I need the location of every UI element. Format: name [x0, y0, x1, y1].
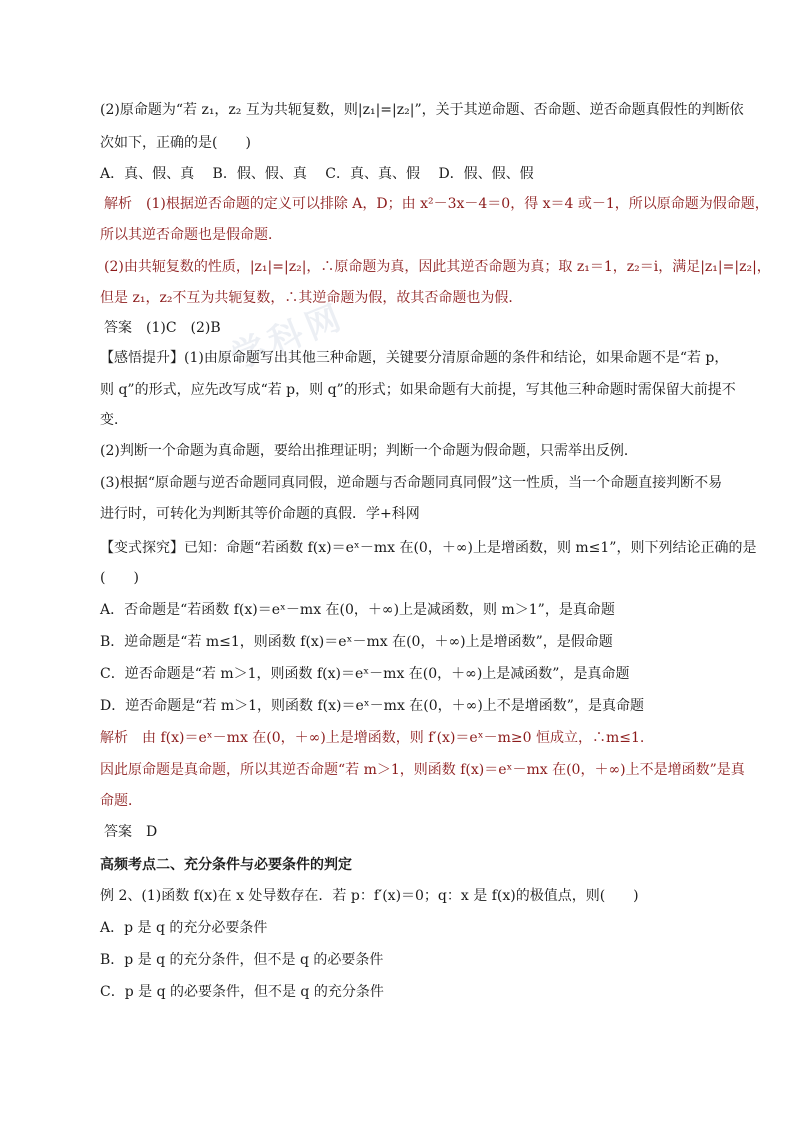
analysis-2-line1: (2)由共轭复数的性质，|z₁|=|z₂|，∴原命题为真，因此其逆否命题为真；取 z₁＝1，z₂＝i，满足|z₁|=|z₂|，	[104, 259, 771, 275]
variant-analysis-line3: 命题．	[100, 793, 142, 809]
example-2-option-a: A．p 是 q 的充分必要条件	[100, 920, 268, 936]
variant-analysis-line1: 解析 由 f(x)＝eˣ－mx 在(0，＋∞)上是增函数，则 f′(x)＝eˣ－m≥0 恒成立，∴m≤1.	[100, 730, 645, 746]
variant-stem-line1: 【变式探究】已知：命题“若函数 f(x)＝eˣ－mx 在(0，＋∞)上是增函数，则 m≤1”，则下列结论正确的是	[100, 540, 757, 556]
insight-point-3-line1: (3)根据“原命题与逆否命题同真同假，逆命题与否命题同真同假”这一性质，当一个命题直接判断不易	[100, 475, 723, 491]
question-2-stem-line1: (2)原命题为“若 z₁，z₂ 互为共轭复数，则|z₁|=|z₂|”，关于其逆命题、否命题、逆否命题真假性的判断依	[100, 102, 744, 118]
analysis-2-line2: 但是 z₁，z₂不互为共轭复数，∴其逆命题为假，故其否命题也为假．	[100, 290, 523, 306]
watermark-text: 学科网	[225, 295, 352, 378]
question-2-options: A．真、假、真 B．假、假、真 C．真、真、假 D．假、假、假	[100, 166, 534, 182]
insight-point-2: (2)判断一个命题为真命题，要给出推理证明；判断一个命题为假命题，只需举出反例．	[100, 443, 638, 459]
variant-option-a: A．否命题是“若函数 f(x)＝eˣ－mx 在(0，＋∞)上是减函数，则 m＞1”，是真命题	[100, 602, 615, 618]
analysis-1-line2: 所以其逆否命题也是假命题．	[100, 227, 282, 243]
variant-option-c: C．逆否命题是“若 m＞1，则函数 f(x)＝eˣ－mx 在(0，＋∞)上是减函数”，是真命题	[100, 666, 630, 682]
question-2-stem-line2: 次如下，正确的是( )	[100, 135, 251, 151]
variant-answer: 答案 D	[104, 824, 158, 840]
insight-point-3-line2: 进行时，可转化为判断其等价命题的真假．学+科网	[100, 506, 420, 522]
insight-line1: 【感悟提升】(1)由原命题写出其他三种命题，关键要分清原命题的条件和结论，如果命题不是“若 p，	[100, 350, 729, 366]
variant-option-b: B．逆命题是“若 m≤1，则函数 f(x)＝eˣ－mx 在(0，＋∞)上是增函数”，是假命题	[100, 634, 613, 650]
insight-line2: 则 q”的形式，应先改写成“若 p，则 q”的形式；如果命题有大前提，写其他三种命题时需保留大前提不	[100, 382, 736, 398]
analysis-1-line1: 解析 (1)根据逆否命题的定义可以排除 A，D；由 x²－3x－4＝0，得 x＝4 或－1，所以原命题为假命题，	[104, 196, 769, 212]
answer-1: 答案 (1)C (2)B	[104, 320, 221, 336]
variant-option-d: D．逆否命题是“若 m＞1，则函数 f(x)＝eˣ－mx 在(0，＋∞)上不是增函数”，是真命题	[100, 698, 644, 714]
section-heading: 高频考点二、充分条件与必要条件的判定	[100, 857, 352, 873]
example-2-option-b: B．p 是 q 的充分条件，但不是 q 的必要条件	[100, 952, 384, 968]
variant-analysis-line2: 因此原命题是真命题，所以其逆否命题“若 m＞1，则函数 f(x)＝eˣ－mx 在(0，＋∞)上不是增函数”是真	[100, 762, 745, 778]
example-2-stem: 例 2、(1)函数 f(x)在 x 处导数存在．若 p：f′(x)＝0；q：x 是 f(x)的极值点，则( )	[100, 888, 639, 904]
insight-line3: 变．	[100, 412, 128, 428]
variant-stem-line2: ( )	[100, 570, 139, 586]
example-2-option-c: C．p 是 q 的必要条件，但不是 q 的充分条件	[100, 984, 384, 1000]
